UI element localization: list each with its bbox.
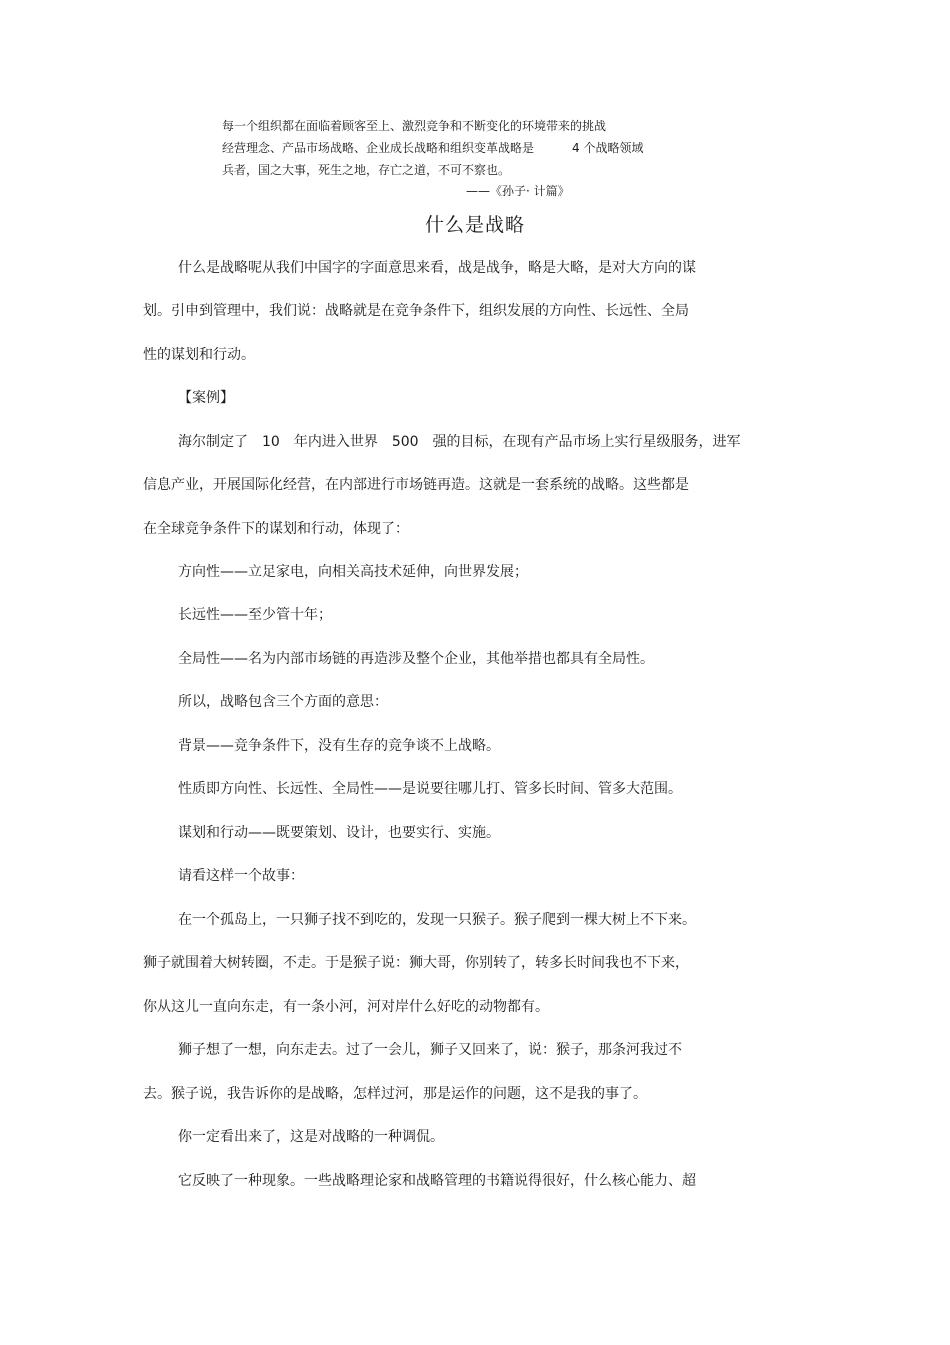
case-label: 【案例】: [178, 390, 234, 406]
paragraph-line: 在全球竞争条件下的谋划和行动，体现了：: [143, 521, 409, 537]
haier-text-2: 年内进入世界: [293, 434, 378, 450]
paragraph-line: 请看这样一个故事：: [178, 868, 304, 884]
haier-years: 10: [262, 434, 280, 450]
overall-item: 全局性——名为内部市场链的再造涉及整个企业，其他举措也都具有全局性。: [178, 651, 654, 667]
paragraph-line: 你从这儿一直向东走，有一条小河，河对岸什么好吃的动物都有。: [143, 999, 549, 1015]
haier-text-1: 海尔制定了: [178, 434, 248, 450]
paragraph-line: 去。猴子说，我告诉你的是战略，怎样过河，那是运作的问题，这不是我的事了。: [143, 1086, 647, 1102]
epigraph-line-2-text: 经营理念、产品市场战略、企业成长战略和组织变革战略是: [222, 141, 535, 155]
epigraph-attribution: ——《孙子· 计篇》: [466, 184, 570, 198]
epigraph-line-2-tail: 4 个战略领域: [572, 141, 644, 155]
paragraph-line: 在一个孤岛上，一只狮子找不到吃的，发现一只猴子。猴子爬到一棵大树上不下来。: [178, 912, 696, 928]
longterm-item: 长远性——至少管十年；: [178, 607, 332, 623]
page-title: 什么是战略: [424, 214, 525, 236]
nature-item: 性质即方向性、长远性、全局性——是说要往哪儿打、管多长时间、管多大范围。: [178, 781, 682, 797]
paragraph-line: 什么是战略呢从我们中国字的字面意思来看，战是战争，略是大略，是对大方向的谋: [178, 260, 696, 276]
epigraph-line-1: 每一个组织都在面临着顾客至上、激烈竞争和不断变化的环境带来的挑战: [222, 119, 607, 133]
haier-text-3: 强的目标，在现有产品市场上实行星级服务，进军: [432, 434, 741, 450]
haier-rank: 500: [391, 434, 419, 450]
direction-item: 方向性——立足家电，向相关高技术延伸，向世界发展；: [178, 564, 528, 580]
paragraph-line: 它反映了一种现象。一些战略理论家和战略管理的书籍说得很好，什么核心能力、超: [178, 1173, 696, 1189]
paragraph-line: 狮子就围着大树转圈，不走。于是猴子说：狮大哥，你别转了，转多长时间我也不下来，: [143, 955, 689, 971]
paragraph-line: 信息产业，开展国际化经营，在内部进行市场链再造。这就是一套系统的战略。这些都是: [143, 477, 689, 493]
paragraph-line: 狮子想了一想，向东走去。过了一会儿，狮子又回来了，说：猴子，那条河我过不: [178, 1042, 682, 1058]
paragraph-line: 你一定看出来了，这是对战略的一种调侃。: [178, 1129, 444, 1145]
background-item: 背景——竞争条件下，没有生存的竞争谈不上战略。: [178, 738, 500, 754]
paragraph-line: 划。引申到管理中，我们说：战略就是在竞争条件下，组织发展的方向性、长远性、全局: [143, 303, 689, 319]
epigraph-line-2: [222, 140, 643, 156]
paragraph-line: [178, 432, 741, 452]
paragraph-line: 所以，战略包含三个方面的意思：: [178, 694, 388, 710]
paragraph-line: 性的谋划和行动。: [143, 347, 255, 363]
epigraph-quote: 兵者，国之大事，死生之地，存亡之道，不可不察也。: [222, 163, 511, 177]
planning-item: 谋划和行动——既要策划、设计，也要实行、实施。: [178, 825, 500, 841]
